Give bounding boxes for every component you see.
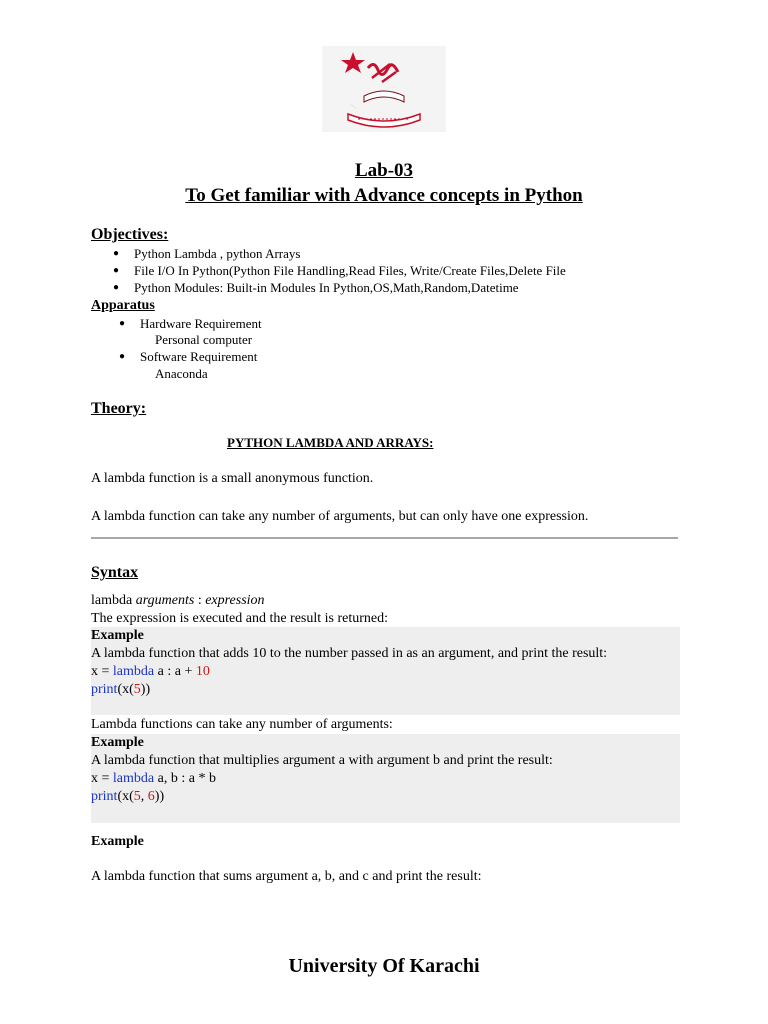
apparatus-detail: Personal computer [155,332,253,347]
list-item: ● Python Modules: Built-in Modules In Python,OS,Math,Random,Datetime [113,280,519,295]
syntax-description: The expression is executed and the result is returned: [91,611,389,626]
code-line: print(x(5, 6)) [91,789,165,804]
list-item: ● File I/O In Python(Python File Handling,Read Files, Write/Create Files,Delete File [113,263,566,278]
apparatus-heading: Apparatus [91,298,155,313]
horizontal-rule [91,537,678,539]
syntax-line: lambda arguments : expression [91,593,265,608]
theory-heading: Theory: [91,400,147,417]
code-line: x = lambda a, b : a * b [91,771,216,786]
lambda-intro: Lambda functions can take any number of arguments: [91,717,393,732]
bullet-icon: ● [113,248,120,259]
code-line: print(x(5)) [91,682,151,697]
example-label: Example [91,834,144,849]
lab-number-heading: Lab-03 [354,160,414,181]
apparatus-detail: Anaconda [155,366,208,381]
list-item: ● Software Requirement [119,349,258,364]
example-description: A lambda function that multiplies argument a with argument b and print the result: [91,753,553,768]
university-seal-icon [322,46,446,132]
example-label: Example [91,628,144,643]
bullet-icon: ● [119,318,126,329]
theory-paragraph: A lambda function can take any number of arguments, but can only have one expression. [91,509,589,524]
bullet-icon: ● [113,282,120,293]
lab-title-heading: To Get familiar with Advance concepts in Python [185,185,583,206]
bullet-icon: ● [113,265,120,276]
theory-subheading: PYTHON LAMBDA AND ARRAYS: [227,435,434,450]
theory-paragraph: A lambda function is a small anonymous function. [91,471,374,486]
objectives-heading: Objectives: [91,226,169,243]
bullet-icon: ● [119,351,126,362]
list-item: ● Python Lambda , python Arrays [113,246,301,261]
university-footer: University Of Karachi [288,955,480,977]
example-description: A lambda function that sums argument a, b, and c and print the result: [91,869,482,884]
syntax-heading: Syntax [91,564,139,581]
example-label: Example [91,735,144,750]
code-line: x = lambda a : a + 10 [91,664,210,679]
list-item: ● Hardware Requirement [119,316,262,331]
example-description: A lambda function that adds 10 to the number passed in as an argument, and print the result: [91,646,608,661]
university-logo [322,46,446,132]
